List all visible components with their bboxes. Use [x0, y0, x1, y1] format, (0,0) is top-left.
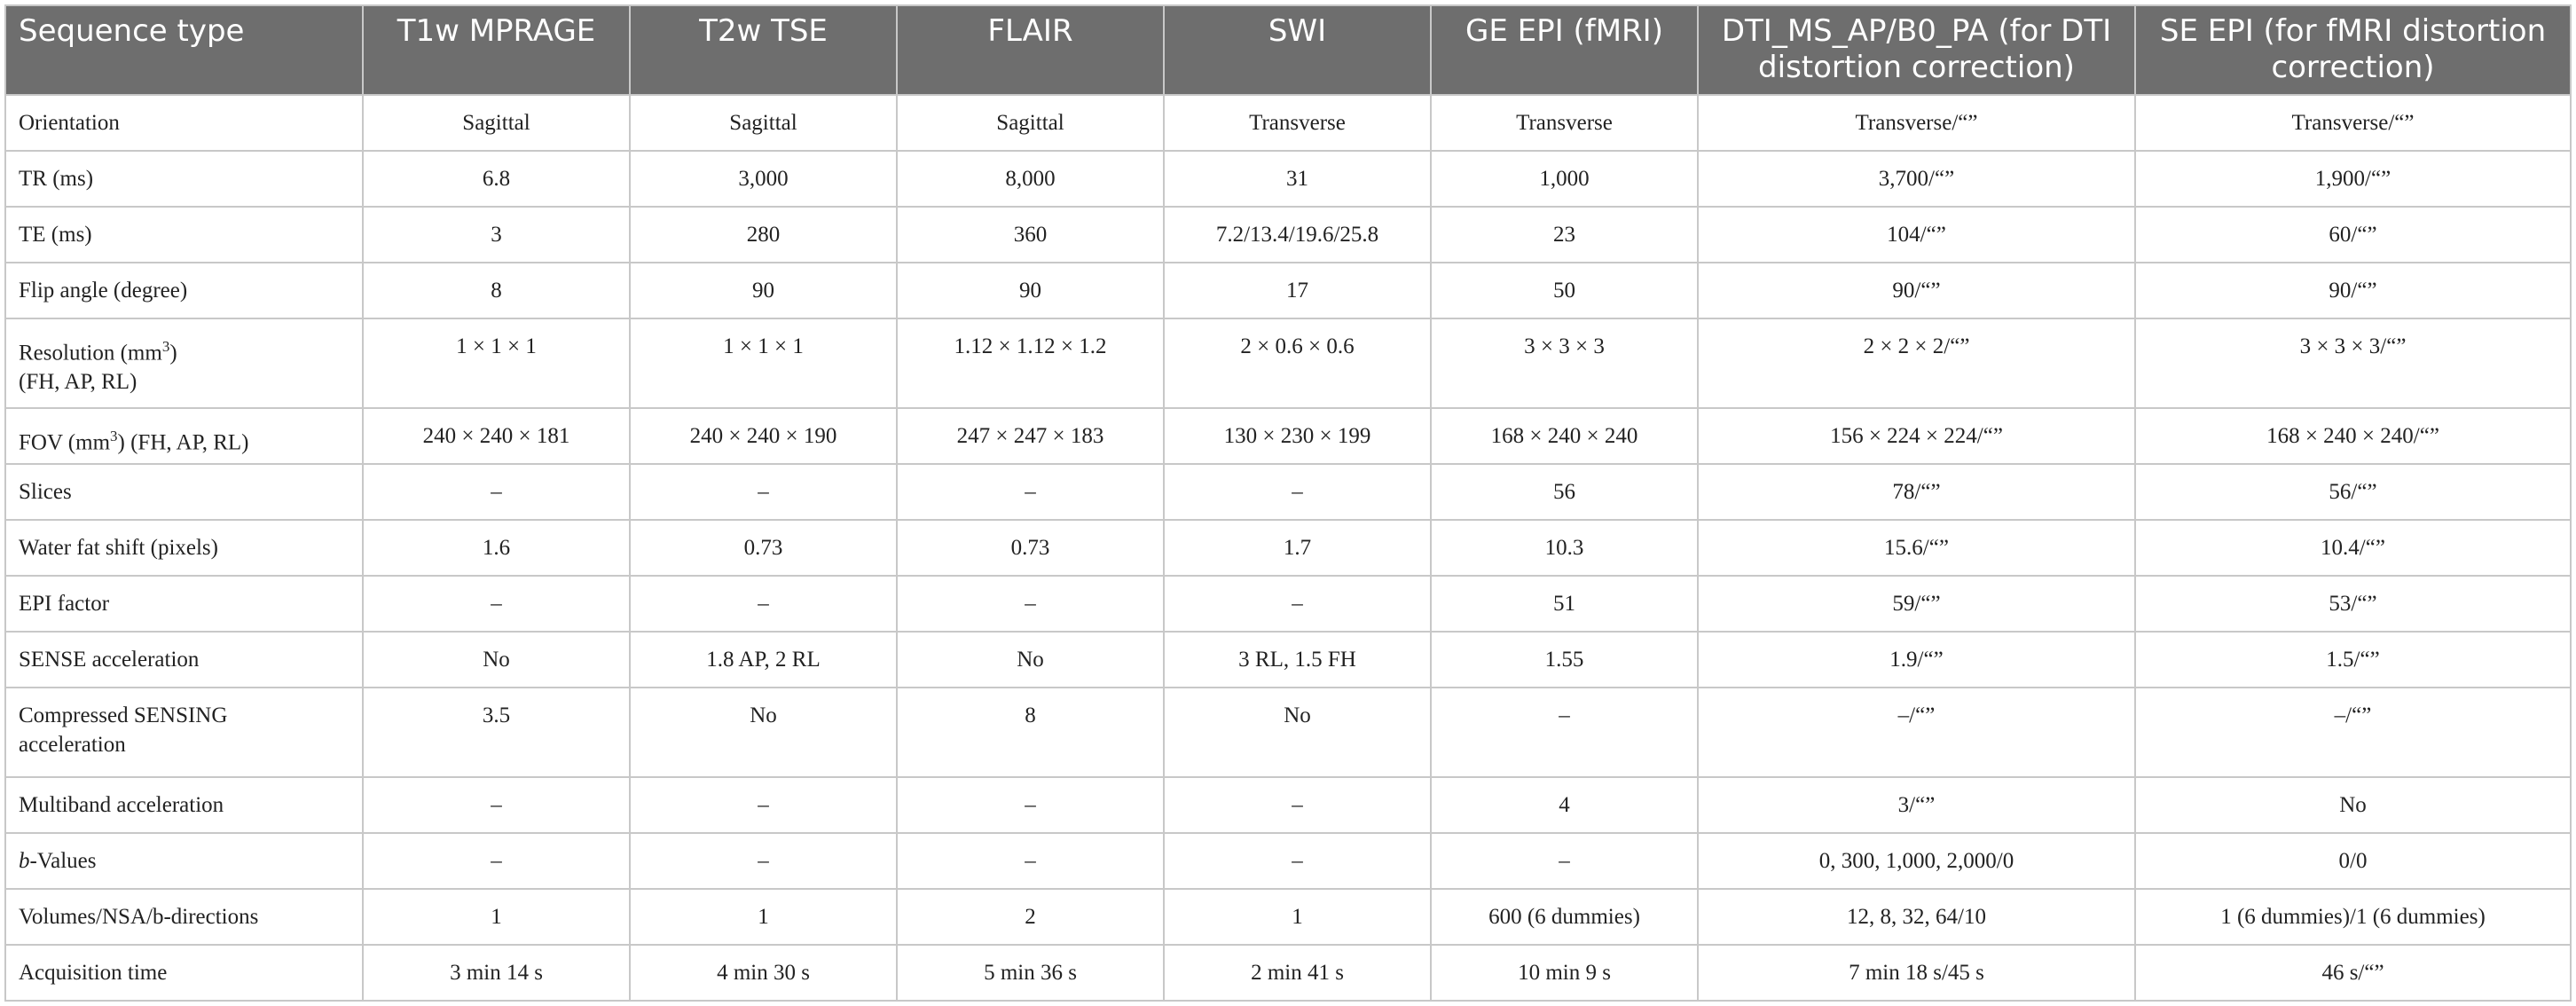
table-cell: 3.5: [363, 688, 630, 777]
table-cell: –: [630, 576, 897, 632]
table-cell: –: [630, 833, 897, 889]
table-cell: –: [363, 777, 630, 833]
table-cell: 10 min 9 s: [1431, 945, 1698, 1001]
table-cell: No: [363, 632, 630, 688]
column-header: Sequence type: [5, 5, 363, 95]
table-cell: 1 × 1 × 1: [630, 318, 897, 408]
table-row: [5, 576, 2571, 632]
column-header: GE EPI (fMRI): [1431, 5, 1698, 95]
table-cell: 1.6: [363, 520, 630, 576]
table-cell: 0/0: [2135, 833, 2571, 889]
table-cell: 7.2/13.4/19.6/25.8: [1164, 207, 1431, 263]
table-cell: 46 s/“”: [2135, 945, 2571, 1001]
table-cell: 8,000: [897, 151, 1164, 207]
row-label: Multiband acceleration: [5, 777, 363, 833]
table-cell: 1.8 AP, 2 RL: [630, 632, 897, 688]
table-cell: Transverse: [1164, 95, 1431, 151]
table-cell: 78/“”: [1698, 464, 2135, 520]
table-cell: 1.12 × 1.12 × 1.2: [897, 318, 1164, 408]
table-cell: –: [897, 464, 1164, 520]
table-cell: –/“”: [2135, 688, 2571, 777]
table-cell: –: [1164, 576, 1431, 632]
table-cell: 360: [897, 207, 1164, 263]
table-cell: 1.5/“”: [2135, 632, 2571, 688]
table-row: [5, 688, 2571, 777]
table-cell: No: [2135, 777, 2571, 833]
table-row: [5, 95, 2571, 151]
table-cell: 168 × 240 × 240: [1431, 408, 1698, 464]
table-cell: –: [363, 576, 630, 632]
table-cell: –: [1431, 688, 1698, 777]
table-cell: –: [363, 833, 630, 889]
table-row: [5, 889, 2571, 945]
table-cell: 1.7: [1164, 520, 1431, 576]
table-cell: 23: [1431, 207, 1698, 263]
table-row: [5, 207, 2571, 263]
column-header: FLAIR: [897, 5, 1164, 95]
table-cell: 1 × 1 × 1: [363, 318, 630, 408]
table-cell: 3: [363, 207, 630, 263]
table-cell: 51: [1431, 576, 1698, 632]
table-cell: –: [630, 464, 897, 520]
table-cell: 17: [1164, 263, 1431, 318]
table-cell: No: [630, 688, 897, 777]
table-cell: –: [630, 777, 897, 833]
table-cell: Sagittal: [363, 95, 630, 151]
table-row: [5, 318, 2571, 408]
table-row: [5, 263, 2571, 318]
table-row: [5, 777, 2571, 833]
table-cell: 53/“”: [2135, 576, 2571, 632]
table-cell: –: [897, 833, 1164, 889]
row-label: Compressed SENSING acceleration: [5, 688, 363, 777]
table-cell: 240 × 240 × 190: [630, 408, 897, 464]
table-cell: 1: [363, 889, 630, 945]
table-cell: 3/“”: [1698, 777, 2135, 833]
table-cell: 7 min 18 s/45 s: [1698, 945, 2135, 1001]
table-cell: 56: [1431, 464, 1698, 520]
table-row: [5, 151, 2571, 207]
table-cell: 60/“”: [2135, 207, 2571, 263]
row-label: Volumes/NSA/b-directions: [5, 889, 363, 945]
row-label: Acquisition time: [5, 945, 363, 1001]
table-cell: 247 × 247 × 183: [897, 408, 1164, 464]
table-cell: 0.73: [897, 520, 1164, 576]
table-cell: 3 RL, 1.5 FH: [1164, 632, 1431, 688]
table-cell: 90: [897, 263, 1164, 318]
table-cell: 0.73: [630, 520, 897, 576]
table-row: [5, 632, 2571, 688]
table-cell: –: [1164, 464, 1431, 520]
table-cell: 3 × 3 × 3: [1431, 318, 1698, 408]
table-cell: 10.4/“”: [2135, 520, 2571, 576]
column-header: SWI: [1164, 5, 1431, 95]
table-cell: 3,000: [630, 151, 897, 207]
table-row: [5, 945, 2571, 1001]
row-label: TE (ms): [5, 207, 363, 263]
row-label: Orientation: [5, 95, 363, 151]
table-cell: –: [897, 576, 1164, 632]
table-cell: 15.6/“”: [1698, 520, 2135, 576]
table-cell: Transverse/“”: [2135, 95, 2571, 151]
table-cell: 6.8: [363, 151, 630, 207]
table-cell: 1 (6 dummies)/1 (6 dummies): [2135, 889, 2571, 945]
table-cell: 2 × 0.6 × 0.6: [1164, 318, 1431, 408]
column-header: T1w MPRAGE: [363, 5, 630, 95]
table-cell: 1,000: [1431, 151, 1698, 207]
table-cell: 50: [1431, 263, 1698, 318]
table-cell: Sagittal: [630, 95, 897, 151]
mri-sequence-parameters-table: [4, 4, 2572, 1002]
table-cell: 2: [897, 889, 1164, 945]
table-cell: 168 × 240 × 240/“”: [2135, 408, 2571, 464]
header-row: [5, 5, 2571, 95]
row-label: Resolution $(mm^3)$ (FH, AP, RL): [5, 318, 363, 408]
table-cell: 3,700/“”: [1698, 151, 2135, 207]
column-header: T2w TSE: [630, 5, 897, 95]
table-cell: 4: [1431, 777, 1698, 833]
table-row: [5, 464, 2571, 520]
table-cell: 31: [1164, 151, 1431, 207]
table-cell: 1,900/“”: [2135, 151, 2571, 207]
table-cell: –: [1164, 777, 1431, 833]
table-cell: 4 min 30 s: [630, 945, 897, 1001]
table-cell: 3 min 14 s: [363, 945, 630, 1001]
row-label: Slices: [5, 464, 363, 520]
table-cell: 90/“”: [1698, 263, 2135, 318]
column-header: SE EPI (for fMRI distortion correction): [2135, 5, 2571, 95]
table-cell: 1.9/“”: [1698, 632, 2135, 688]
table-cell: 0, 300, 1,000, 2,000/0: [1698, 833, 2135, 889]
table-cell: Transverse: [1431, 95, 1698, 151]
row-label: Water fat shift (pixels): [5, 520, 363, 576]
table-cell: No: [1164, 688, 1431, 777]
table-cell: 12, 8, 32, 64/10: [1698, 889, 2135, 945]
row-label: TR (ms): [5, 151, 363, 207]
table-cell: 3 × 3 × 3/“”: [2135, 318, 2571, 408]
table-cell: 90: [630, 263, 897, 318]
row-label: SENSE acceleration: [5, 632, 363, 688]
row-label: b-Values: [5, 833, 363, 889]
row-label: Flip angle (degree): [5, 263, 363, 318]
table-cell: 1: [1164, 889, 1431, 945]
table-cell: 8: [363, 263, 630, 318]
table-cell: 104/“”: [1698, 207, 2135, 263]
row-label: FOV $(mm^3)$ (FH, AP, RL): [5, 408, 363, 464]
table-cell: 600 (6 dummies): [1431, 889, 1698, 945]
table-cell: 240 × 240 × 181: [363, 408, 630, 464]
table-cell: 5 min 36 s: [897, 945, 1164, 1001]
table-cell: –: [363, 464, 630, 520]
table-cell: 8: [897, 688, 1164, 777]
table-cell: –/“”: [1698, 688, 2135, 777]
table-row: [5, 833, 2571, 889]
table-cell: Sagittal: [897, 95, 1164, 151]
table-cell: 156 × 224 × 224/“”: [1698, 408, 2135, 464]
row-label: EPI factor: [5, 576, 363, 632]
table-cell: 2 × 2 × 2/“”: [1698, 318, 2135, 408]
table-cell: No: [897, 632, 1164, 688]
table-cell: –: [1164, 833, 1431, 889]
table-cell: 1: [630, 889, 897, 945]
table-cell: 1.55: [1431, 632, 1698, 688]
column-header: DTI_MS_AP/B0_PA (for DTI distortion correction): [1698, 5, 2135, 95]
table-row: [5, 520, 2571, 576]
table-cell: 280: [630, 207, 897, 263]
table-cell: –: [1431, 833, 1698, 889]
table-cell: 56/“”: [2135, 464, 2571, 520]
table-row: [5, 408, 2571, 464]
table-cell: –: [897, 777, 1164, 833]
table-cell: 59/“”: [1698, 576, 2135, 632]
table-cell: 2 min 41 s: [1164, 945, 1431, 1001]
table-cell: 130 × 230 × 199: [1164, 408, 1431, 464]
table-cell: 90/“”: [2135, 263, 2571, 318]
table-cell: Transverse/“”: [1698, 95, 2135, 151]
table-cell: 10.3: [1431, 520, 1698, 576]
